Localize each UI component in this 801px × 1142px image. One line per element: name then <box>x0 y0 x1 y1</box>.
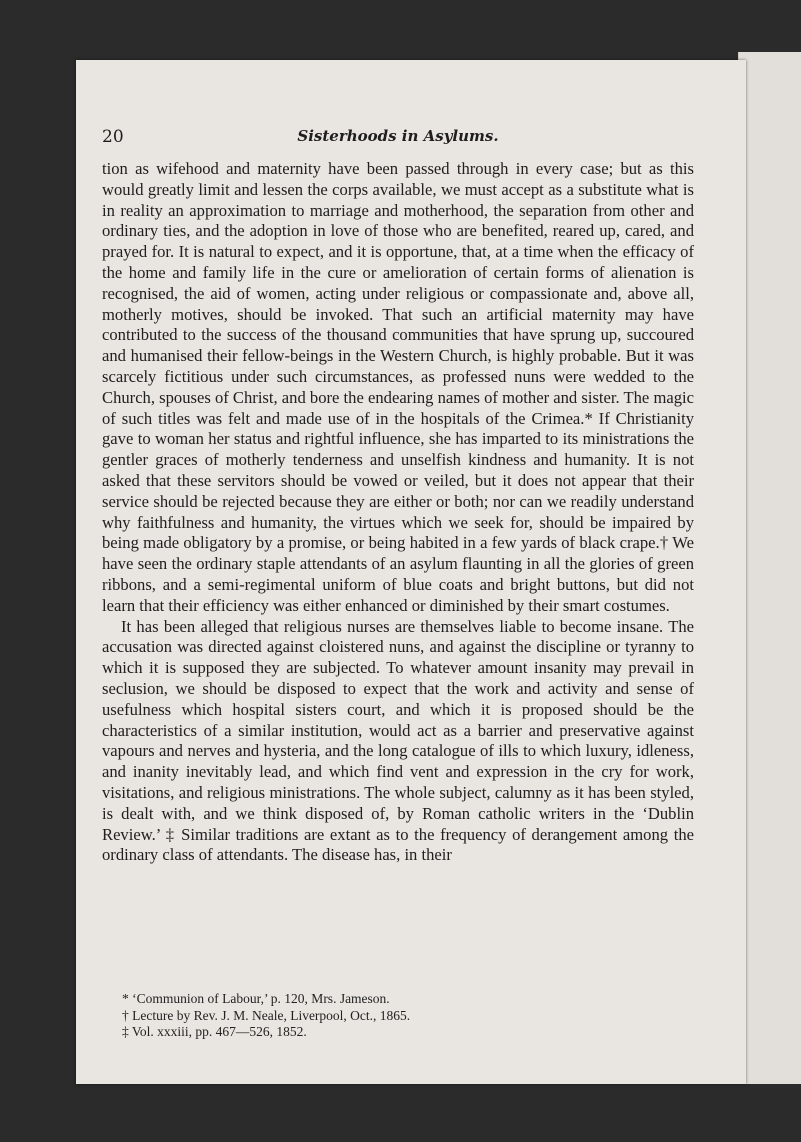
footnote: ‡ Vol. xxxiii, pp. 467—526, 1852. <box>122 1024 307 1039</box>
adjacent-page-edge <box>738 52 801 1084</box>
paragraph: It has been alleged that religious nurses are themselves liable to become insane. The accusation was directed against cloistered nuns, and against the discipline or tyranny to which it is supposed they are subjected. To whatever amount insanity may prevail in seclusion, we should be disposed to expect that the work and activity and sense of usefulness which hospital sisters court, and which it is proposed should be the characteristics of a similar institution, would act as a barrier and preservative against vapours and nerves and hysteria, and the long catalogue of ills to which luxury, idleness, and inanity inevitably lead, and which find vent and expression in the cry for work, visitations, and religious ministrations. The whole subject, calumny as it has been styled, is dealt with, and we think disposed of, by Roman catholic writers in the ‘Dublin Review.’ ‡ Similar traditions are extant as to the frequency of derangement among the ordinary class of attendants. The disease has, in their <box>102 616 694 865</box>
footnote: † Lecture by Rev. J. M. Neale, Liverpool, Oct., 1865. <box>122 1007 411 1023</box>
page-header <box>102 127 694 151</box>
footnotes <box>102 991 694 1041</box>
paragraph: tion as wifehood and maternity have been passed through in every case; but as this would greatly limit and lessen the corps available, we must accept as a substitute what is in reality an approximation to marriage and motherhood, the separation from other and ordinary ties, and the adoption in love of those who are benefited, reared up, cared, and prayed for. It is natural to expect, and it is opportune, that, at a time when the efficacy of the home and family life in the cure or amelioration of certain forms of alienation is recognised, the aid of women, acting under religious or compassionate and, above all, motherly motives, should be invoked. That such an artificial maternity may have contributed to the success of the thousand communities that have sprung up, succoured and humanised their fellow-beings in the Western Church, is highly probable. But it was scarcely fictitious under such circumstances, as professed nuns were wedded to the Church, spouses of Christ, and bore the endearing names of mother and sister. The magic of such titles was felt and made use of in the hospitals of the Crimea.* If Christianity gave to woman her status and rightful influence, she has imparted to its ministrations the gentler graces of motherly tenderness and unselfish kindness and humanity. It is not asked that these servitors should be vowed or veiled, but it does not appear that their service should be rejected because they are either or both; nor can we readily understand why faithfulness and humanity, the virtues which we seek for, should be impaired by being made obligatory by a promise, or being habited in a few yards of black crape.† We have seen the ordinary staple attendants of an asylum flaunting in all the glories of green ribbons, and a semi-regimental uniform of blue coats and bright buttons, but did not learn that their efficiency was either enhanced or diminished by their smart costumes. <box>102 159 694 615</box>
running-title: Sisterhoods in Asylums. <box>297 127 499 145</box>
footnote: * ‘Communion of Labour,’ p. 120, Mrs. Jameson. <box>122 991 390 1006</box>
body-text <box>102 159 694 866</box>
page-number: 20 <box>102 127 124 147</box>
